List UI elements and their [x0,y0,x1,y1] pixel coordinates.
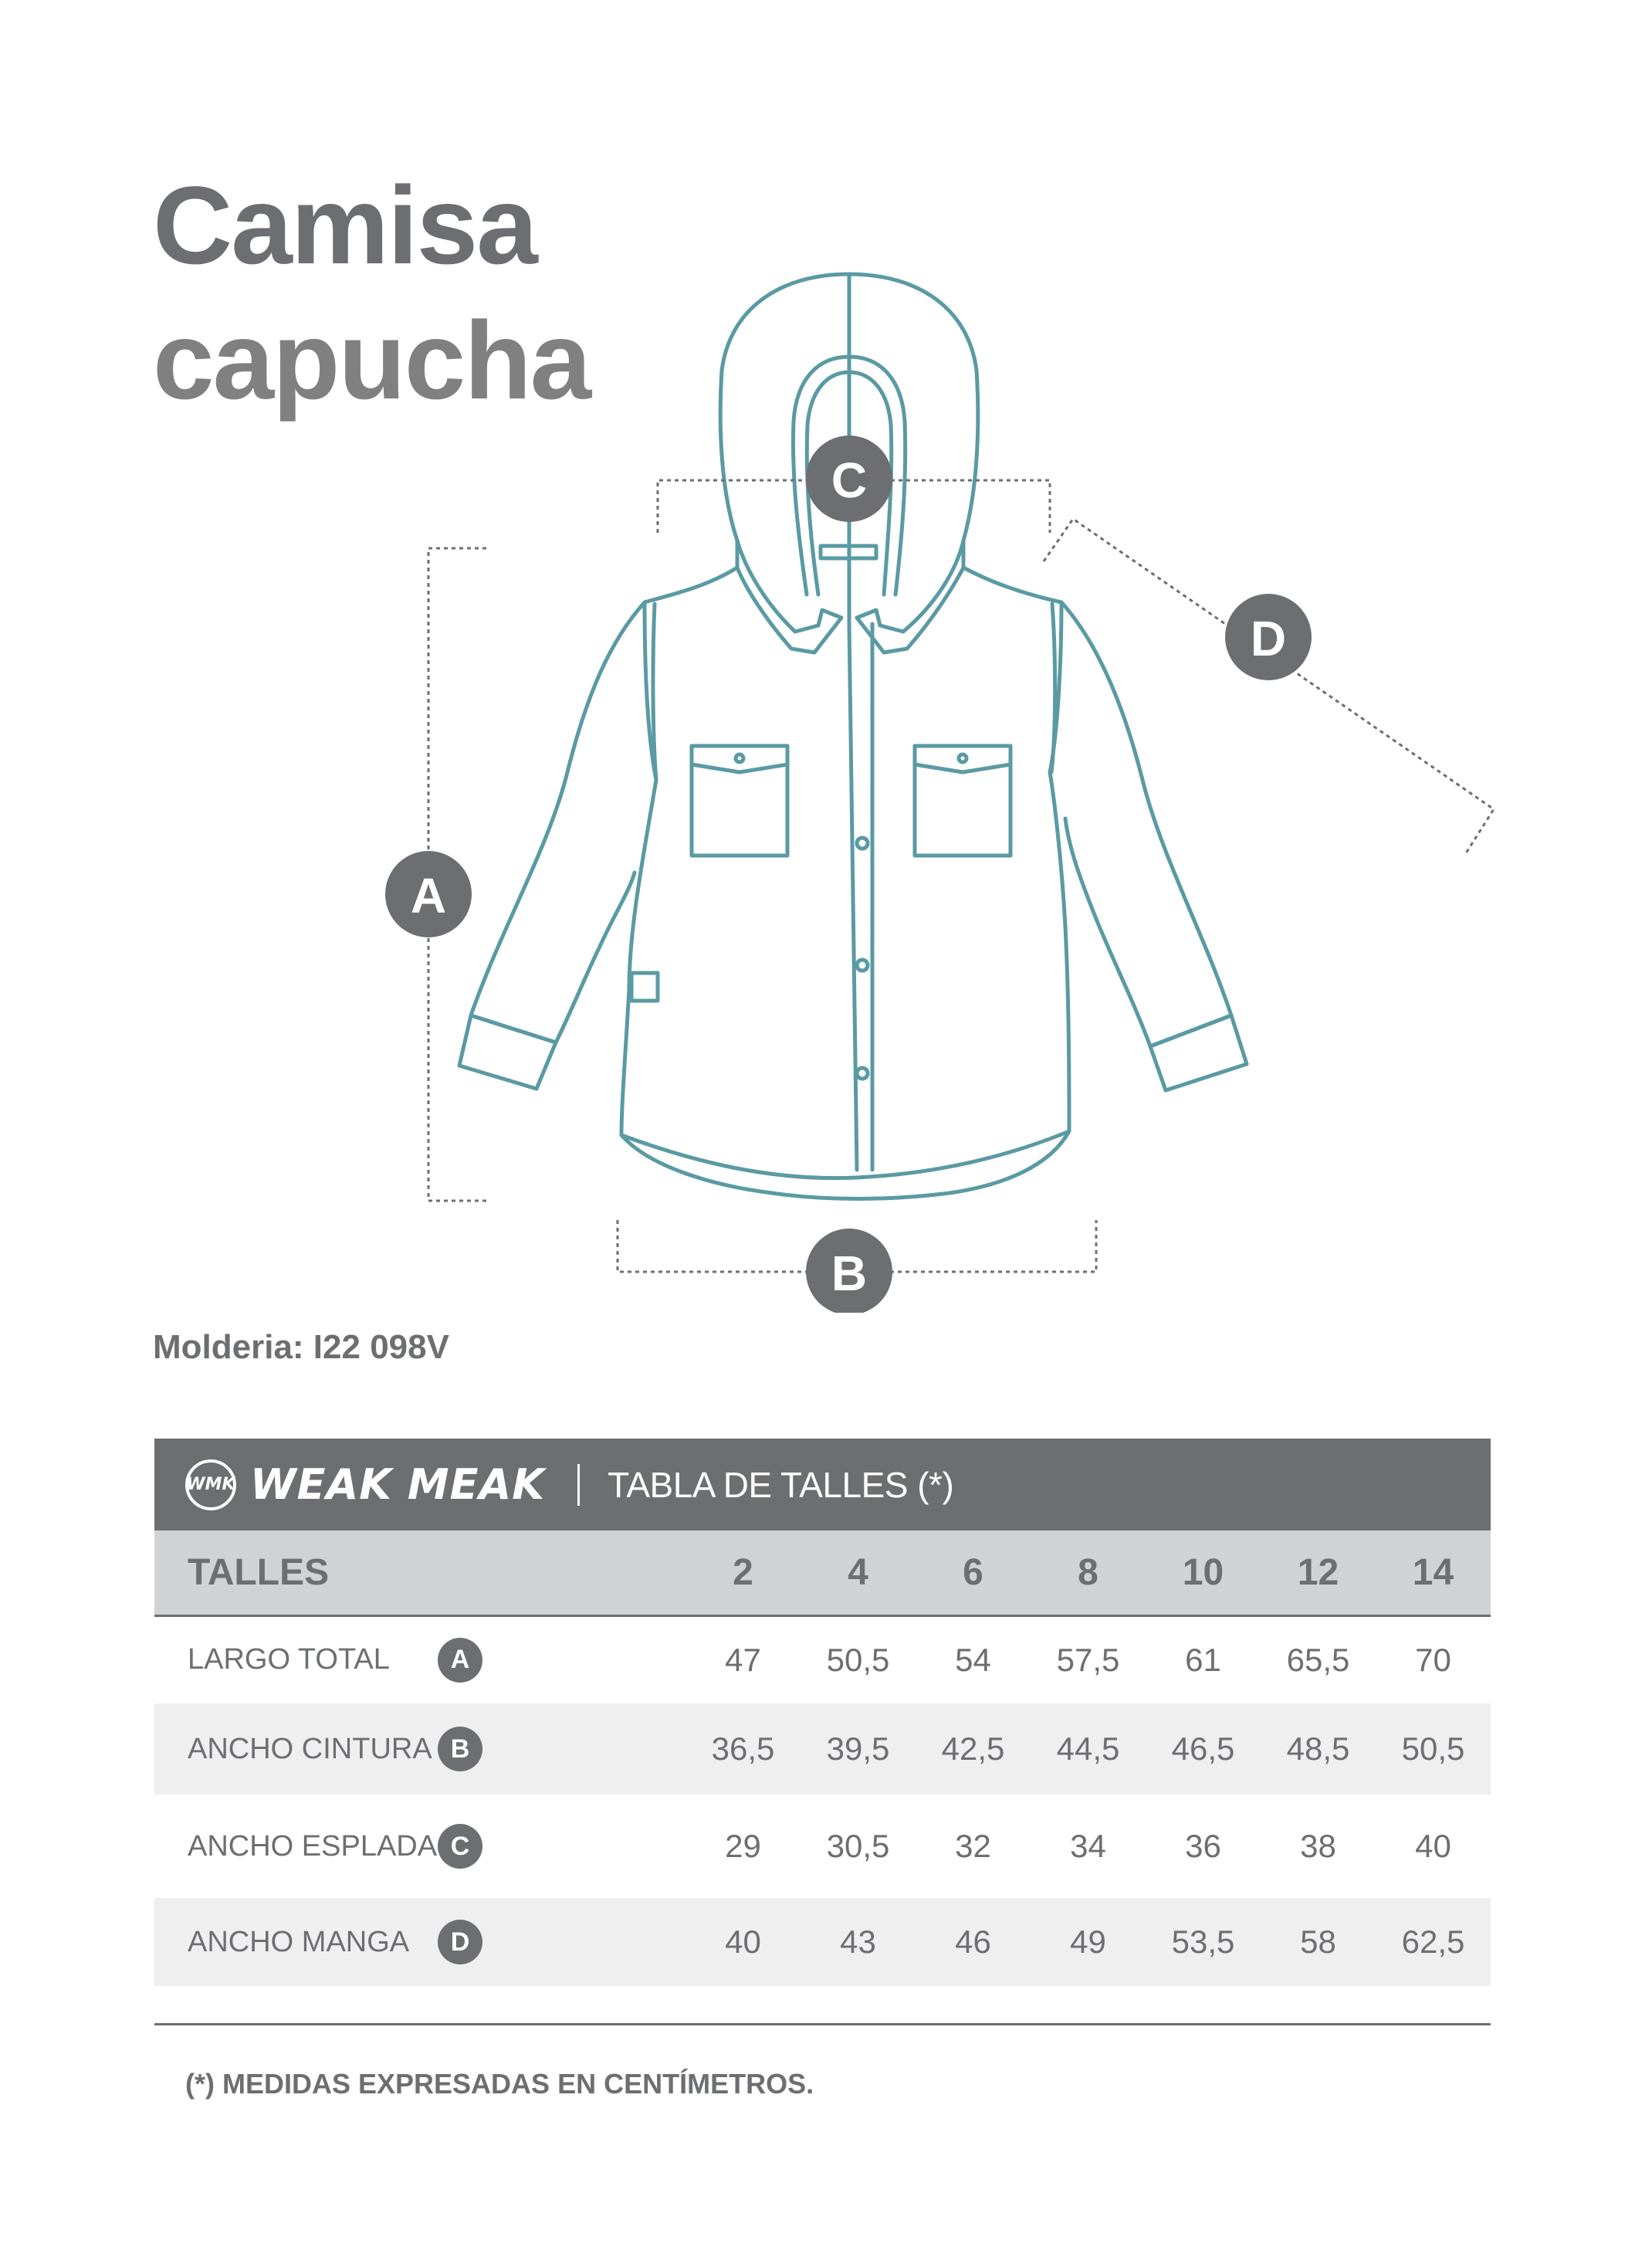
row-label: ANCHO CINTURA [188,1732,432,1765]
svg-text:B: B [831,1246,868,1301]
shirt-body [621,568,1069,1178]
pattern-code [153,1328,449,1367]
table-cell: 39,5 [826,1730,890,1767]
pocket-left-button [736,754,743,762]
size-header: 12 [1297,1551,1339,1593]
placket [849,624,872,1170]
shoulder-right [1051,604,1055,772]
table-cell: 38 [1300,1828,1336,1864]
table-cell: 61 [1185,1641,1221,1678]
row-marker-cell [442,1898,686,1986]
size-table [154,1530,1491,1986]
table-cell: 58 [1300,1924,1336,1960]
row-label: ANCHO MANGA [188,1925,410,1958]
table-cell: 48,5 [1286,1730,1350,1767]
row-label: LARGO TOTAL [188,1643,390,1676]
table-cell: 49 [1070,1924,1106,1960]
svg-text:C: C [831,452,868,508]
brand-logo-icon: WMK [185,1459,236,1510]
svg-text:A: A [410,868,447,924]
row-marker-cell [442,1615,686,1703]
shoulder-left [653,604,656,780]
side-tab [631,973,658,1001]
table-cell: 46 [955,1924,991,1960]
brand-name: WEAK MEAK [250,1460,546,1509]
table-cell: 43 [840,1924,876,1960]
table-cell: 62,5 [1401,1924,1465,1960]
svg-text:D: D [1250,611,1287,666]
marker-b [806,1229,892,1313]
shirt-button-2 [857,960,868,971]
table-cell: 57,5 [1056,1641,1120,1678]
size-header: 8 [1078,1551,1099,1593]
sleeve-left [471,602,645,1042]
table-cell: 34 [1070,1828,1106,1864]
row-label: ANCHO ESPLADA [188,1829,438,1863]
table-cell: 29 [725,1828,761,1864]
table-cell: 32 [955,1828,991,1864]
table-cell: 40 [1415,1828,1451,1864]
table-cell: 50,5 [1401,1730,1465,1767]
shirt-button-1 [857,838,868,849]
pocket-right-button [959,754,966,762]
row-marker-cell [442,1795,686,1898]
table-cell: 36 [1185,1828,1221,1864]
size-chart-header [154,1439,1491,1530]
table-cell: 36,5 [711,1730,775,1767]
row-marker: B [438,1727,482,1771]
marker-c [806,436,892,522]
table-bottom-rule [154,2023,1491,2025]
cuff-right [1150,1015,1247,1090]
shirt-outline [459,274,1247,1199]
table-cell: 70 [1415,1641,1451,1678]
size-header: 6 [963,1551,983,1593]
size-chart [154,1439,1491,1986]
title-line-1: Camisa [153,164,537,287]
pocket-left-flap [692,746,787,772]
size-header: 14 [1412,1551,1454,1593]
marker-d [1225,594,1312,680]
sizes-label: TALLES [188,1551,330,1593]
table-row [154,1898,1491,1986]
row-marker-cell [442,1703,686,1795]
title-line-2: capucha [153,300,591,422]
row-marker: D [438,1920,482,1964]
row-marker: A [438,1638,482,1683]
table-cell: 44,5 [1056,1730,1120,1767]
size-chart-title: TABLA DE TALLES (*) [608,1464,954,1505]
size-header: 10 [1182,1551,1224,1593]
footnote: (*) MEDIDAS EXPRESADAS EN CENTÍMETROS. [185,2068,814,2100]
pattern-code-label: Molderia: I22 098V [153,1328,449,1366]
table-row [154,1795,1491,1898]
table-cell: 42,5 [941,1730,1005,1767]
shirt-hem [621,1131,1069,1199]
measurement-guides [428,480,1494,1272]
table-cell: 53,5 [1171,1924,1235,1960]
sizes-header-row [154,1530,1491,1615]
table-cell: 46,5 [1171,1730,1235,1767]
row-marker: C [438,1824,482,1869]
cuff-left [459,1015,556,1089]
header-divider [577,1464,580,1506]
table-row [154,1703,1491,1795]
marker-a [385,851,472,937]
pocket-right-flap [915,746,1010,772]
table-cell: 54 [955,1641,991,1678]
table-cell: 40 [725,1924,761,1960]
table-cell: 47 [725,1641,761,1678]
size-header: 2 [733,1551,753,1593]
table-cell: 30,5 [826,1828,890,1864]
table-cell: 50,5 [826,1641,890,1678]
size-header: 4 [848,1551,868,1593]
shirt-button-3 [857,1068,868,1079]
sleeve-right [1061,602,1231,1046]
table-cell: 65,5 [1286,1641,1350,1678]
table-row [154,1615,1491,1703]
